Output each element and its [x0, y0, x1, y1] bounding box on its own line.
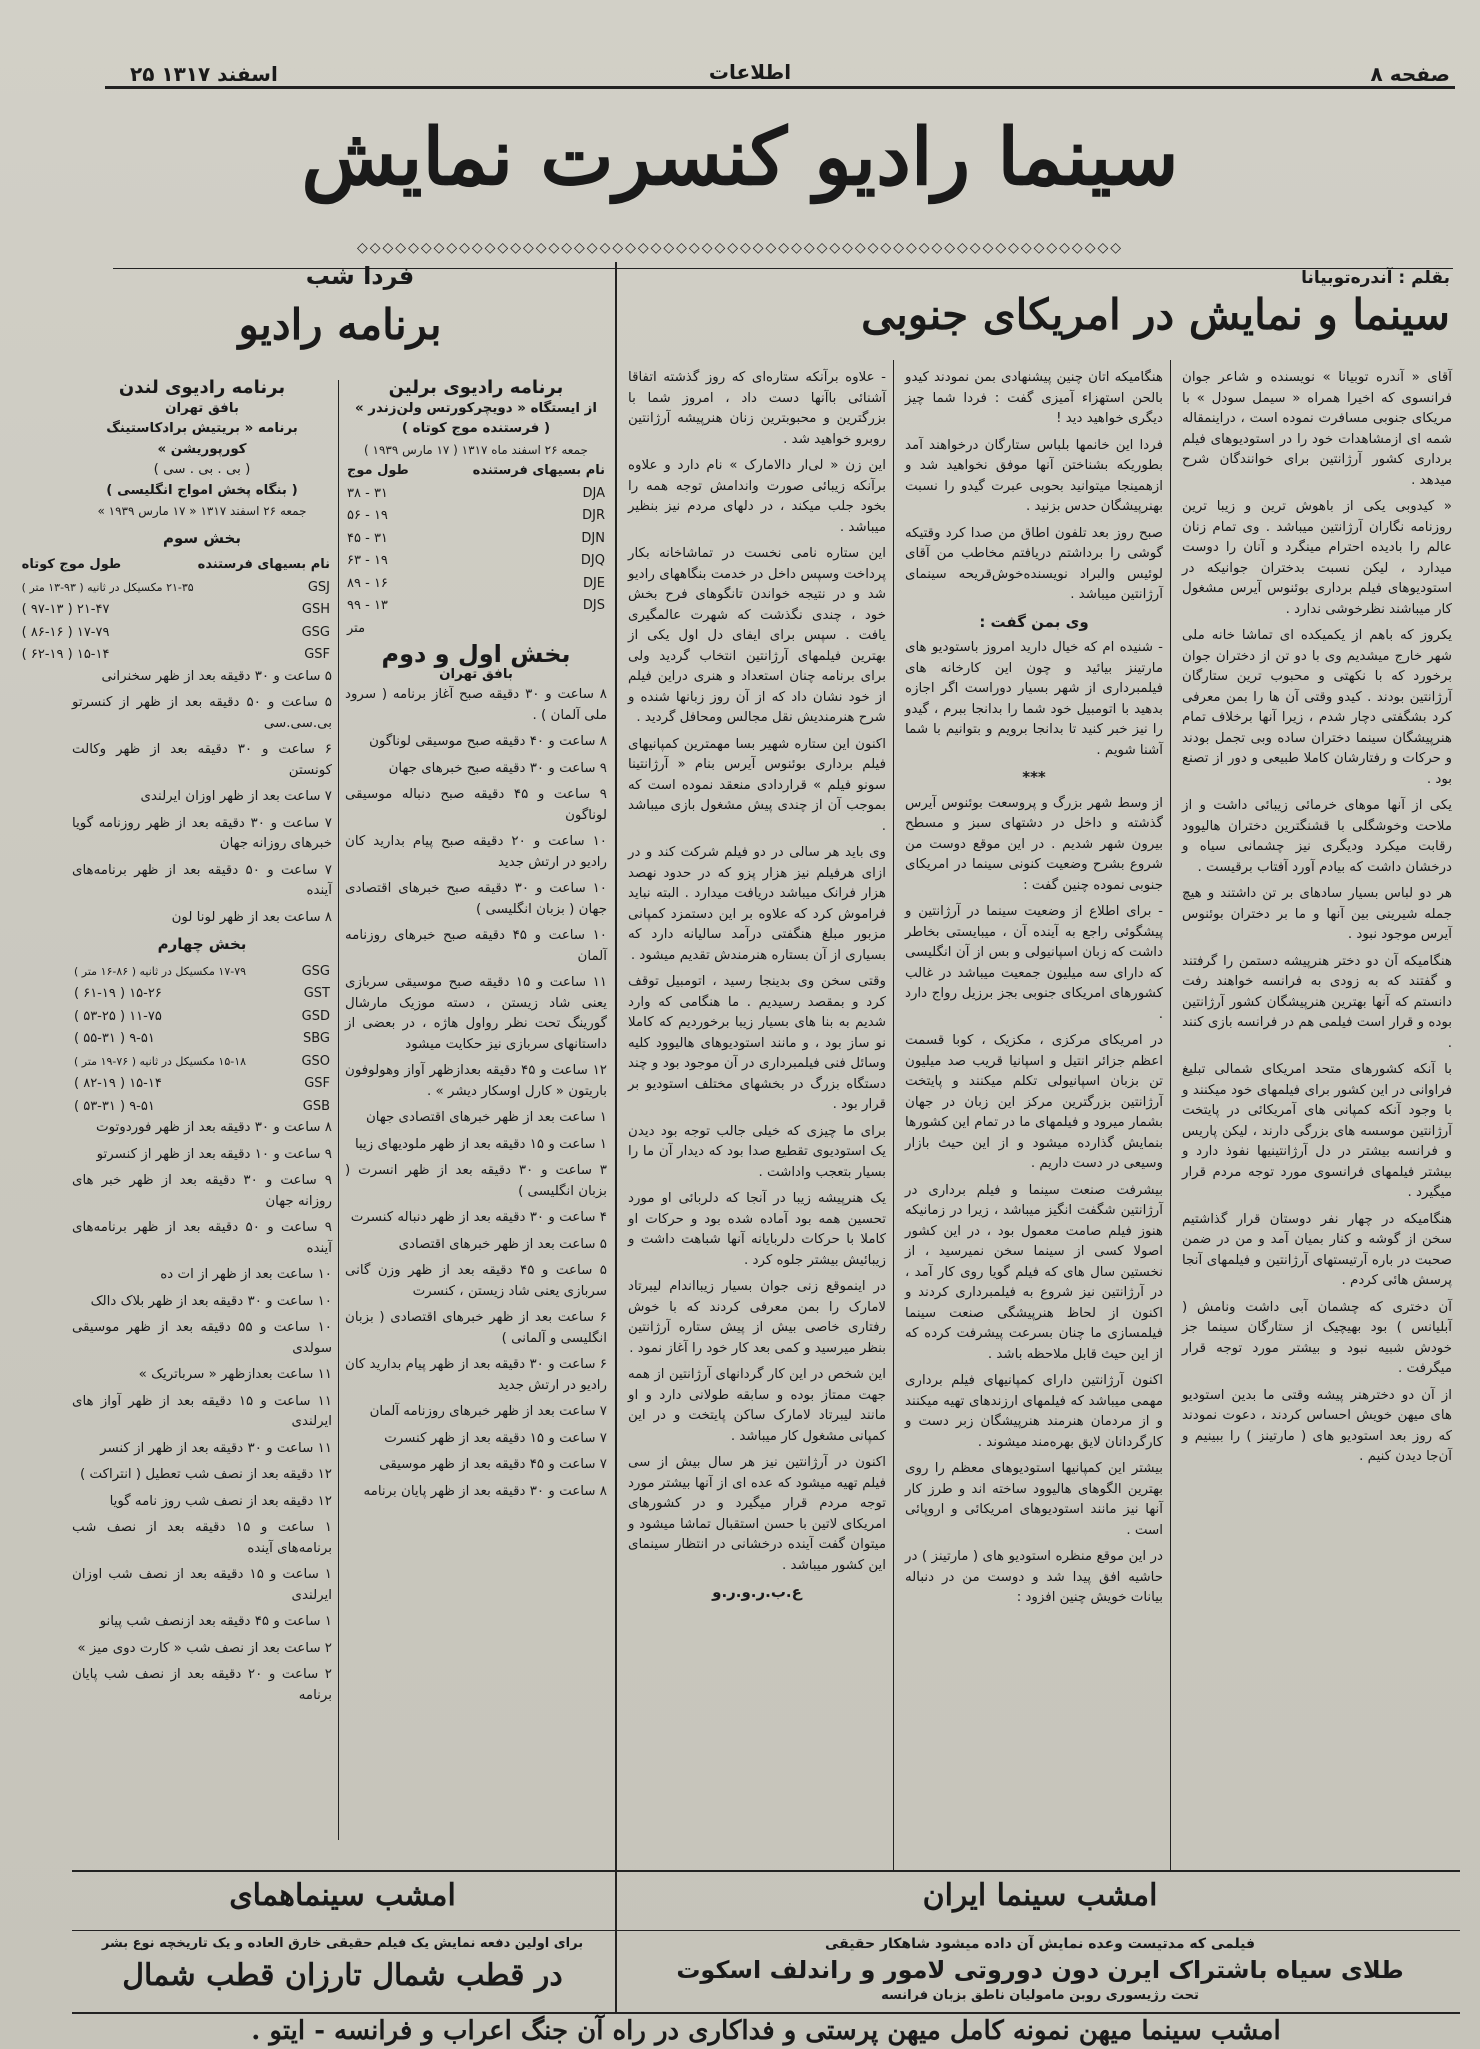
schedule-item: ۶ ساعت و ۳۰ دقیقه بعد از ظهر پیام بدارید کان رادیو در ارتش جدید [345, 1357, 607, 1393]
article-column-2 [905, 368, 1163, 1868]
frequency: ۱۵-۱۸ مکسیکل در ثانیه ( ۷۶-۱۹ متر ) [74, 1054, 247, 1068]
table-row [20, 644, 332, 667]
article-paragraph: در این موقع منظره استودیو های ( مارتینز ) در حاشیه افق پیدا شد و دوست من در دنباله بیانات خویش چنین افزود : [905, 1549, 1163, 1605]
schedule-item: ۱۰ ساعت و ۳۰ دقیقه بعد از ظهر بلاک دالک [90, 1293, 332, 1309]
london-abbrev: ( بی . بی . سی ) [153, 462, 251, 477]
schedule-item: ۱۱ ساعت بعدازظهر « سرباتریک » [138, 1367, 332, 1382]
table-row [345, 618, 607, 641]
table-header-row [20, 554, 332, 577]
frequency: ۲۱-۳۵ مکسیکل در ثانیه ( ۹۳-۱۳ متر ) [21, 580, 194, 594]
article-paragraph: یکی از آنها موهای خرمائی زیبائی داشت و از ملاحت وخوشگلی با قشنگترین دختران هالیوود رقابت میکرد ودیگری نیز چشمانی سیاه و درخشان داشت که بیادم آورد آفتاب برقیست . [1182, 798, 1452, 875]
article-paragraph: وی باید هر سالی در دو فیلم شرکت کند و در ازای هرفیلم نیز هزار پزو که در حدود نهصد هزار فرانک میباشد دریافت میدارد . البته نباید فراموش کرد که علاوه بر این دستمزد کمپانی مزبور مبلغ هنگفتی درآمد سالیانه دارد که بسیاری از آن بستاره هنرمندش تقدیم میشود . [628, 845, 886, 963]
schedule-item: ۵ ساعت و ۵۰ دقیقه بعد از ظهر از کنسرتو بی.سی.سی [72, 695, 332, 731]
article-paragraph: هنگامیکه در چهار نفر دوستان قرار گذاشتیم سخن از گوشه و کنار بمیان آمد و من در ضمن صحبت در باره آرتیستهای آرژانتین و فیلمهای آنجا پرسش هائی کردم . [1182, 1211, 1452, 1288]
article-paragraph: هر دو لباس بسیار سادهای بر تن داشتند و هیچ جمله شیرینی بین آنها و ما بر دختران بوئنوس آیرس موجود نبود . [1182, 886, 1452, 942]
table-row [345, 528, 607, 551]
wavelength: ۱۶ - ۸۹ [347, 575, 388, 591]
article-paragraph: در امریکای مرکزی ، مکزیک ، کوبا قسمت اعظم جزائر انتیل و اسپانیا قریب صد میلیون تن بزبان اسپانیولی تکلم میکنند و پایتخت آرژانتین بزرگترین مرکز این زبان در جهان بشمار میرود و فیلمهای ما در تمام این کشورها بنمایش گذارده میشود و از این حیث بازار وسیعی در دست داریم . [905, 1033, 1163, 1171]
table-row [20, 599, 332, 622]
table-row [345, 550, 607, 573]
schedule-item: ۷ ساعت بعد از ظهر خبرهای روزنامه آلمان [369, 1404, 607, 1419]
article-paragraph: بیشتر این کمپانیها استودیوهای معظم را روی بهترین الگوهای هالیوود ساخته اند و طرز کار آنها نیز مانند استودیوهای امریکائی و اروپائی است . [905, 1461, 1163, 1538]
schedule-item: ۱۲ ساعت و ۴۵ دقیقه بعدازظهر آواز وهولوفون باریتون « کارل اوسکار دیشر » . [345, 1063, 607, 1099]
frequency: ۹-۵۱ ( ۵۳-۳۱ ) [74, 1098, 155, 1114]
schedule-item: ۲ ساعت و ۲۰ دقیقه بعد از نصف شب پایان برنامه [72, 1667, 332, 1703]
berlin-date: جمعه ۲۶ اسفند ماه ۱۳۱۷ ( ۱۷ مارس ۱۹۳۹ ) [364, 442, 588, 457]
ad-homa-line: برای اولین دفعه نمایش یک فیلم حقیقی خارق العاده و یک تاریخچه نوع بشر [101, 1936, 584, 1951]
schedule-item: ۱۰ ساعت و ۵۵ دقیقه بعد از ظهر موسیقی سولدی [72, 1320, 332, 1356]
frequency: ۱۵-۱۴ ( ۶۲-۱۹ ) [21, 647, 110, 662]
table-row [72, 983, 332, 1006]
wavelength: ۱۹ - ۶۳ [347, 553, 388, 568]
schedule-item: ۱ ساعت بعد از ظهر خبرهای اقتصادی جهان [365, 1110, 607, 1125]
call-sign: GSD [301, 1008, 330, 1024]
ad-cinema-iran [630, 1878, 1450, 1913]
call-sign: GSO [301, 1053, 330, 1069]
schedule-item: ۹ ساعت و ۱۰ دقیقه بعد از ظهر از کنسرتو [96, 1146, 332, 1162]
main-column-divider [615, 262, 617, 1872]
berlin-station: از ایستگاه « دویچرکورتس ولن‌زندر » [355, 400, 597, 416]
article-paragraph: وقتی سخن وی بدینجا رسید ، اتومبیل توقف کرد و بمقصد رسیدیم . ما هنگامی که وارد شدیم به بنا های بسیار زیبا برخوردیم که کاملا نو ساز بود ، و مانند استودیوهای هالیوود کلیه وسائل فنی فیلمبرداری در آن موجود بود و چند دستگاه بزرگ در بخشهای مختلف استودیو بر قرار بود . [628, 974, 886, 1112]
frequency: ۱۵-۲۶ ( ۶۱-۱۹ ) [74, 986, 162, 1001]
frequency: ۱۷-۷۹ مکسیکل در ثانیه ( ۸۶-۱۶ متر ) [74, 964, 247, 978]
schedule-item: ۱۱ ساعت و ۱۵ دقیقه بعد از ظهر آواز های ایرلندی [72, 1393, 332, 1429]
frequency: ۱۱-۷۵ ( ۵۳-۲۵ ) [74, 1008, 162, 1024]
frequency: ۱۵-۱۴ ( ۸۲-۱۹ ) [74, 1076, 162, 1091]
call-sign: DJQ [580, 553, 605, 568]
schedule-item: ۸ ساعت و ۳۰ دقیقه صبح آغاز برنامه ( سرود ملی آلمان ) . [345, 687, 607, 723]
article-paragraph: این ستاره نامی نخست در تماشاخانه بکار پرداخت وسپس داخل در خدمت بنگاههای رادیو شد و در نتیجه خواندن تانگوهای فرح بخش خود ، چندی نگذشت که شهرت عالمگیری یافت . سپس برای ایفای دل اول یکی از بهترین فیلمهای آرژانتین انتخاب گردید ولی برای برنامه چنان استعداد و هنری دراین فیلم از خود نشان داد که از آن روز زبانها شنده و شرح هنرمندیش نقل مجالس ومحافل گردید . [628, 546, 886, 725]
table-row [72, 1073, 332, 1096]
frequency: ۲۱-۴۷ ( ۹۷-۱۳ ) [21, 602, 110, 617]
call-sign: DJR [582, 508, 605, 523]
call-sign: GST [303, 986, 330, 1001]
schedule-item: ۱ ساعت و ۱۵ دقیقه بعد از نصف شب اوزان ایرلندی [72, 1567, 332, 1603]
call-sign: GSF [304, 1076, 330, 1091]
schedule-item: ۸ ساعت و ۳۰ دقیقه بعد از ظهر پایان برنامه [363, 1483, 607, 1499]
schedule-item: ۱۱ ساعت و ۱۵ دقیقه صبح موسیقی سربازی یعنی شاد زیستن ، دسته موزیک مارشال گورینگ تحت نظر رواول هاژه ، در بعضی از داستانهای سربازی نیز حکایت میشود [345, 975, 607, 1052]
page-number: صفحه ۸ [1370, 62, 1450, 86]
ad-iran-line2: طلای سیاه باشتراک ایرن دون دوروتی لامور و راندلف اسکوت [676, 1956, 1404, 1984]
schedule-item: ۵ ساعت و ۴۵ دقیقه بعد از ظهر وزن گانی سربازی یعنی شاد زیستن ، کنسرت [345, 1263, 607, 1299]
schedule-item: ۷ ساعت و ۳۰ دقیقه بعد از ظهر روزنامه گویا خبرهای روزانه جهان [72, 815, 332, 851]
ad-homa-feature: در قطب شمال تارزان قطب شمال [122, 1958, 563, 1993]
unit-label: متر [347, 620, 366, 636]
schedule-item: ۷ ساعت و ۱۵ دقیقه بعد از ظهر کنسرت [384, 1430, 607, 1446]
schedule-item: ۱۰ ساعت بعد از ظهر از ات ده [160, 1267, 332, 1282]
schedule-item: ۸ ساعت و ۴۰ دقیقه صبح موسیقی لوناگون [369, 734, 607, 749]
schedule-item: ۹ ساعت و ۳۰ دقیقه صبح خبرهای جهان [388, 760, 607, 776]
berlin-program [345, 378, 607, 1858]
article-column-3 [628, 368, 886, 1868]
berlin-part-title: بخش اول و دوم [381, 640, 571, 668]
table-header-cell: نام بسیهای فرستنده [472, 463, 605, 478]
call-sign: GSG [301, 624, 330, 640]
ads-mid-rule [72, 1930, 1460, 1931]
call-sign: GSH [301, 602, 330, 617]
schedule-item: ۷ ساعت و ۵۰ دقیقه بعد از ظهر برنامه‌های آینده [72, 862, 332, 898]
schedule-item: ۱۲ دقیقه بعد از نصف شب روز نامه گویا [109, 1493, 332, 1509]
paper-name: اطلاعات [708, 60, 792, 84]
radio-column-divider [338, 380, 339, 1840]
article-paragraph: « کیدوبی یکی از باهوش ترین و زیبا ترین روزنامه نگاران آرژانتین میباشد . وی تمام زنان عالم را بادیده احترام مینگرد و آنان را دوست میدارد ، لیکن نسبت بدختران جوانیکه در استودیوهای فیلم برداری بوئنوس آیرس مشغول کار میباشند نظرخوشی ندارد . [1182, 499, 1452, 617]
article-signature: ع.ب.ر.و.ر.و [712, 1583, 802, 1601]
table-row [345, 573, 607, 596]
ad-iran-line1: فیلمی که مدتیست وعده نمایش آن داده میشود شاهکار حقیقی [824, 1936, 1256, 1952]
schedule-item: ۸ ساعت و ۳۰ دقیقه بعد از ظهر فوردوتوت [95, 1120, 332, 1135]
schedule-item: ۱۰ ساعت و ۲۰ دقیقه صبح پیام بدارید کان رادیو در ارتش جدید [345, 834, 607, 870]
call-sign: SBG [302, 1031, 330, 1046]
wavelength: ۱۳ - ۹۹ [347, 598, 388, 613]
london-program [21, 377, 332, 1858]
ad-homa-title: امشب سینماهمای [229, 1878, 456, 1913]
table-row [345, 595, 607, 618]
section-title: سینما رادیو کنسرت نمایش [301, 112, 1179, 203]
wavelength: ۳۱ - ۴۵ [347, 530, 388, 546]
article-paragraph: هنگامیکه اتان چنین پیشنهادی بمن نمودند کیدو بالحن استهزاء آمیزی گفت : فردا شما چیز دیگری خواهید دید ! [905, 370, 1163, 426]
table-row [72, 1051, 332, 1074]
frequency: ۱۷-۷۹ ( ۸۶-۱۶ ) [21, 624, 110, 640]
frequency: ۹-۵۱ ( ۵۵-۳۱ ) [74, 1031, 155, 1046]
article-paragraph: - علاوه برآنکه ستاره‌ای که روز گذشته اتفاقا آشنائی باآنها دست داد ، امروز شما با بزرگترین و محبوبترین زنان هنرپیشه آرژانتین روبرو خواهید شد . [628, 370, 886, 447]
article-paragraph: وی بمن گفت : [979, 612, 1089, 631]
ads-bottom-rule [72, 2012, 1460, 2014]
ad-iran-line3: تحت رژیسوری روبن مامولیان ناطق بزبان فرانسه [881, 1988, 1199, 2003]
article-paragraph: در اینموقع زنی جوان بسیار زیبااندام لیبرتاد لامارک را بمن معرفی کردند که با خوش رفتاری خاصی بیش از پیش ستاره آرژانتین بنظر میرسید و کمی بعد کار خود را آغاز نمود . [628, 1279, 886, 1356]
wavelength: ۳۱ - ۳۸ [347, 485, 388, 501]
schedule-item: ۳ ساعت و ۳۰ دقیقه بعد از ظهر انسرت ( بزبان انگلیسی ) [345, 1163, 607, 1199]
ads-top-rule [72, 1870, 1460, 1872]
berlin-title: برنامه رادیوی برلین [388, 377, 564, 398]
article-paragraph: صبح روز بعد تلفون اطاق من صدا کرد وقتیکه گوشی را برداشتم دریافتم مخاطب من آقای لوئیس والبراد نویسنده‌خوش‌قریحه سینمای آرژانتین میباشد . [905, 525, 1163, 602]
article-byline: بقلم : آندره‌توبیانا [1301, 268, 1450, 288]
article-paragraph: آن دختری که چشمان آبی داشت ونامش ( آبلیانس ) بود بهیچیک از ستارگان سینما جز خودش شبیه نبود و بیشتر مورد توجه قرار میگرفت . [1182, 1299, 1452, 1376]
article-paragraph: یکروز که باهم از یکمیکده ای تماشا خانه ملی شهر خارج میشدیم وی با دو تن از دختران جوان برخورد که با نکهتی و محبوب ترین ستارگان آرژانتین بودند . کیدو وقتی آن ها را بمن معرفی کرد بشگفتی دچار شدم ، زیرا آنها برخلاف تمام هنرپیشگان سینما دختران ساده وبی تجمل بودند و حرکات و رفتارشان کاملا طبیعی و دور از تصنع بود . [1182, 628, 1452, 787]
article-separator: *** [1022, 768, 1046, 786]
article-paragraph: آقای « آندره توبیانا » نویسنده و شاعر جوان فرانسوی که اخیرا همراه « سیمل سودل » با مریکای جنوبی مسافرت نموده است ، دراینمقاله شمه ای ازمشاهدات خود را در استودیوهای فیلم برداری کشور آرژانتین برای خوانندگان شرح میدهد . [1182, 370, 1452, 488]
radio-headline: برنامه رادیو [238, 300, 442, 349]
schedule-item: ۱ ساعت و ۱۵ دقیقه بعد از ظهر ملودیهای زیبا [354, 1136, 607, 1152]
article-headline: سینما و نمایش در امریکای جنوبی [861, 290, 1450, 339]
issue-date: ۲۵ اسفند ۱۳۱۷ [130, 62, 278, 86]
table-header-cell: طول موج کوتاه [21, 557, 122, 572]
article-paragraph: این شخص در این کار گردانهای آرژانتین از همه جهت ممتاز بوده و سابقه طولانی دارد و او مانند لیبرتاد لامارک ساکن پایتخت و در این کمپانی مشغول کار میباشد . [628, 1367, 886, 1444]
table-row [20, 577, 332, 600]
london-band: ( بنگاه پخش امواج انگلیسی ) [106, 482, 298, 498]
schedule-item: ۹ ساعت و ۵۰ دقیقه بعد از ظهر برنامه‌های آینده [72, 1220, 332, 1256]
table-row [72, 1028, 332, 1051]
london-part4-table [72, 961, 332, 1119]
schedule-item: ۱۰ ساعت و ۴۵ دقیقه صبح خبرهای روزنامه آلمان [345, 928, 607, 964]
article-paragraph: با آنکه کشورهای متحد امریکای شمالی تبلیغ فراوانی در این کشور برای فیلمهای خود میکنند و با وجود آنکه کمپانی های آمریکائی در پایتخت آرژانتین موسسه های بزرگی دارند ، لیکن پاریس و فرانسه بیشتر در دل آرژانتینیها نفوذ دارد و بیشتر فیلمهای فرانسوی مورد توجه مردم قرار میگیرد . [1182, 1062, 1452, 1200]
call-sign: GSF [304, 647, 330, 662]
ad-cinema-homa [80, 1878, 605, 1913]
schedule-item: ۱۱ ساعت و ۳۰ دقیقه بعد از ظهر از کنسر [100, 1440, 332, 1456]
schedule-item: ۸ ساعت بعد از ظهر لونا لون [171, 909, 332, 925]
table-row [72, 961, 332, 984]
call-sign: GSJ [307, 579, 330, 595]
article-column-1 [1182, 368, 1452, 1868]
table-row [72, 1096, 332, 1119]
article-paragraph: از وسط شهر بزرگ و پروسعت بوئنوس آیرس گذشته و داخل در دشتهای سبز و مسطح بیرون شهر شدیم . در این موقع دوست من شروع بشرح وضعیت کنونی سینما در امریکای جنوبی نموده چنین گفت : [905, 795, 1163, 893]
article-paragraph: اکنون در آرژانتین نیز هر سال بیش از سی فیلم تهیه میشود که عده ای از آنها بیشتر مورد توجه مردم قرار میگیرد و در کشورهای امریکای لاتین با حسن استقبال تماشا میشود و میتوان گفت آینده درخشانی در انتظار سینمای این کشور میباشد . [628, 1455, 886, 1573]
article-paragraph: این زن « لی‌ار دالامارک » نام دارد و علاوه برآنکه زیبائی صورت واندامش توجه همه را بخود جلب میکند ، در دلهای مردم نیز بنظیر میباشد . [628, 458, 886, 535]
article-divider-1 [1170, 360, 1171, 1870]
article-paragraph: از آن دو دخترهنر پیشه وقتی ما بدین استودیو های میهن خویش احساس کردند ، دعوت نمودند که روز بعد استودیو های ( مارتینز ) را ببینیم و آن‌جا دیدن کنیم . [1182, 1387, 1452, 1464]
london-part4-title: بخش چهارم [157, 935, 247, 953]
london-part3-title: بخش سوم [162, 528, 242, 547]
call-sign: DJS [582, 598, 605, 613]
radio-kicker: فردا شب [305, 262, 415, 290]
call-sign: DJE [582, 575, 605, 591]
schedule-item: ۱ ساعت و ۴۵ دقیقه بعد ازنصف شب پیانو [99, 1614, 332, 1629]
ad-iran-title: امشب سینما ایران [922, 1878, 1158, 1913]
call-sign: GSG [301, 963, 330, 979]
schedule-item: ۷ ساعت و ۴۵ دقیقه بعد از ظهر موسیقی [379, 1457, 607, 1472]
london-date: جمعه ۲۶ اسفند ۱۳۱۷ « ۱۷ مارس ۱۹۳۹ » [97, 504, 307, 518]
schedule-item: ۲ ساعت بعد از نصف شب « کارت دوی میز » [77, 1640, 332, 1656]
schedule-item: ۱۲ دقیقه بعد از نصف شب تعطیل ( انتراکت ) [80, 1467, 332, 1482]
article-paragraph: - برای اطلاع از وضعیت سینما در آرژانتین و پیشگوئی راجع به آینده آن ، میبایستی بخاطر داشت که زبان اسپانیولی و بس از آن انگلیسی که دارای سه میلیون جمعیت میباشد در غالب کشورهای امریکای جنوبی بجز برزیل رواج دارد . [905, 904, 1163, 1022]
masthead-rule [105, 86, 1455, 89]
article-paragraph: یک هنرپیشه زیبا در آنجا که دلربائی او مورد تحسین همه بود آماده شده بود و حرکات او کاملا با حرکات دلربایانه آنها شباهت داشت و زیبائیش بیشتر جلوه کرد . [628, 1191, 886, 1268]
london-title: برنامه رادیوی لندن [118, 377, 286, 398]
schedule-item: ۷ ساعت بعد از ظهر اوزان ایرلندی [140, 789, 332, 804]
call-sign: GSB [302, 1098, 330, 1114]
schedule-item: ۶ ساعت بعد از ظهر خبرهای اقتصادی ( بزبان انگلیسی و آلمانی ) [345, 1310, 607, 1346]
article-paragraph: اکنون آرژانتین دارای کمپانیهای فیلم برداری مهمی میباشد که فیلمهای ارزندهای تهیه میکنند و از مردمان هنرمند هنرپیشگان زبر دست و کارگردانان لایق بهره‌مند میشوند . [905, 1373, 1163, 1450]
table-header-cell: طول موج [347, 463, 409, 478]
wavelength: ۱۹ - ۵۶ [347, 508, 388, 523]
call-sign: DJN [581, 530, 605, 546]
schedule-item: ۴ ساعت و ۳۰ دقیقه بعد از ظهر دنباله کنسرت [350, 1210, 607, 1225]
schedule-item: ۱ ساعت و ۱۵ دقیقه بعد از نصف شب برنامه‌های آینده [72, 1520, 332, 1556]
table-header-cell: نام بسیهای فرستنده [197, 557, 330, 572]
table-row [72, 1006, 332, 1029]
article-paragraph: هنگامیکه آن دو دختر هنرپیشه دستمن را گرفتند و گفتند که به زودی به فرانسه خواهند رفت دانستم که آنها بهترین هنرپیشگان کشور آرژانتین بوده و قرار است فیلمی هم در فرانسه بازی کنند . [1182, 953, 1452, 1051]
schedule-item: ۱۰ ساعت و ۳۰ دقیقه صبح خبرهای اقتصادی جهان ( بزبان انگلیسی ) [345, 881, 607, 917]
call-sign: DJA [582, 485, 605, 501]
ornament-rule: ◇◇◇◇◇◇◇◇◇◇◇◇◇◇◇◇◇◇◇◇◇◇◇◇◇◇◇◇◇◇◇◇◇◇◇◇◇◇◇◇◇◇◇◇◇◇◇◇◇◇◇◇◇◇◇◇◇◇◇◇ [357, 240, 1123, 256]
berlin-band: ( فرستنده موج کوتاه ) [401, 421, 551, 436]
schedule-item: ۵ ساعت بعد از ظهر خبرهای اقتصادی [398, 1236, 607, 1252]
london-sub: بافق تهران [165, 400, 239, 416]
table-row [345, 483, 607, 506]
article-paragraph: اکنون این ستاره شهیر بسا مهمترین کمپانیهای فیلم برداری بوئنوس آیرس بنام « آرژانتینا سونو فیلم » قراردادی منعقد نموده است که بموجب آن از چندی پیش مشغول بازی میباشد . [628, 736, 886, 834]
article-paragraph: برای ما چیزی که خیلی جالب توجه بود دیدن یک استودیوی تقطیع صدا بود که دیدار آن ما را بسیار بتعجب واداشت . [628, 1123, 886, 1180]
schedule-item: ۹ ساعت و ۴۵ دقیقه صبح دنباله موسیقی لوناگون [345, 787, 607, 823]
ad-cinema-mihan-banner: امشب سینما میهن نمونه کامل میهن پرستی و فداکاری در راه آن جنگ اعراب و فرانسه - ایتو . [251, 2016, 1281, 2046]
schedule-item: ۹ ساعت و ۳۰ دقیقه بعد از ظهر خبر های روزانه جهان [72, 1173, 332, 1209]
table-header-row [345, 460, 607, 483]
berlin-frequency-table [345, 460, 607, 640]
schedule-item: ۵ ساعت و ۳۰ دقیقه بعد از ظهر سخنرانی [101, 668, 332, 684]
table-row [20, 622, 332, 645]
berlin-part-sub: بافق تهران [439, 666, 513, 682]
london-program-name: برنامه « بریتیش برادکاستینگ کورپوریشن » [106, 421, 298, 457]
table-row [345, 505, 607, 528]
article-divider-2 [893, 360, 894, 1870]
article-paragraph: فردا این خانمها بلباس ستارگان درخواهند آمد بطوریکه بشناختن آنها موفق نخواهید شد و ازهمینجا میتوانید بحوبی عبرت گیدو را نسبت بهنرپیشگان حدس بزنید . [905, 437, 1163, 514]
schedule-item: ۶ ساعت و ۳۰ دقیقه بعد از ظهر وکالت کونستن [72, 742, 332, 778]
article-paragraph: - شنیده ام که خیال دارید امروز باستودیو های مارتینز بیائید و چون این کارخانه های فیلمبرداری از شهر بسیار دوراست اگر اجازه بدهید با اتومبیل خود شما را بدانجا ببرم ، گیدو را نیز خبر کنید تا بدانجا برویم و بتوانیم با شما آشنا شویم . [905, 640, 1163, 758]
london-part3-table [20, 554, 332, 667]
article-paragraph: بیشرفت صنعت سینما و فیلم برداری در آرژانتین شگفت انگیز میباشد ، زیرا در زمانیکه هنوز فیلم صامت معمول بود ، در این کشور اصولا کسی از سینما سخن نمیرسید ، از نخستین سال های که فیلم گویا روی کار آمد ، در آرژانتین نیز شروع به فیلمبرداری کردند و اکنون از لحاظ هنرپیشگی صنعت سینما فیلمسازی ما چنان بسرعت پیشرفت کرده که از این حیث قابل ملاحظه باشد . [905, 1182, 1163, 1362]
ads-divider [615, 1872, 617, 2012]
